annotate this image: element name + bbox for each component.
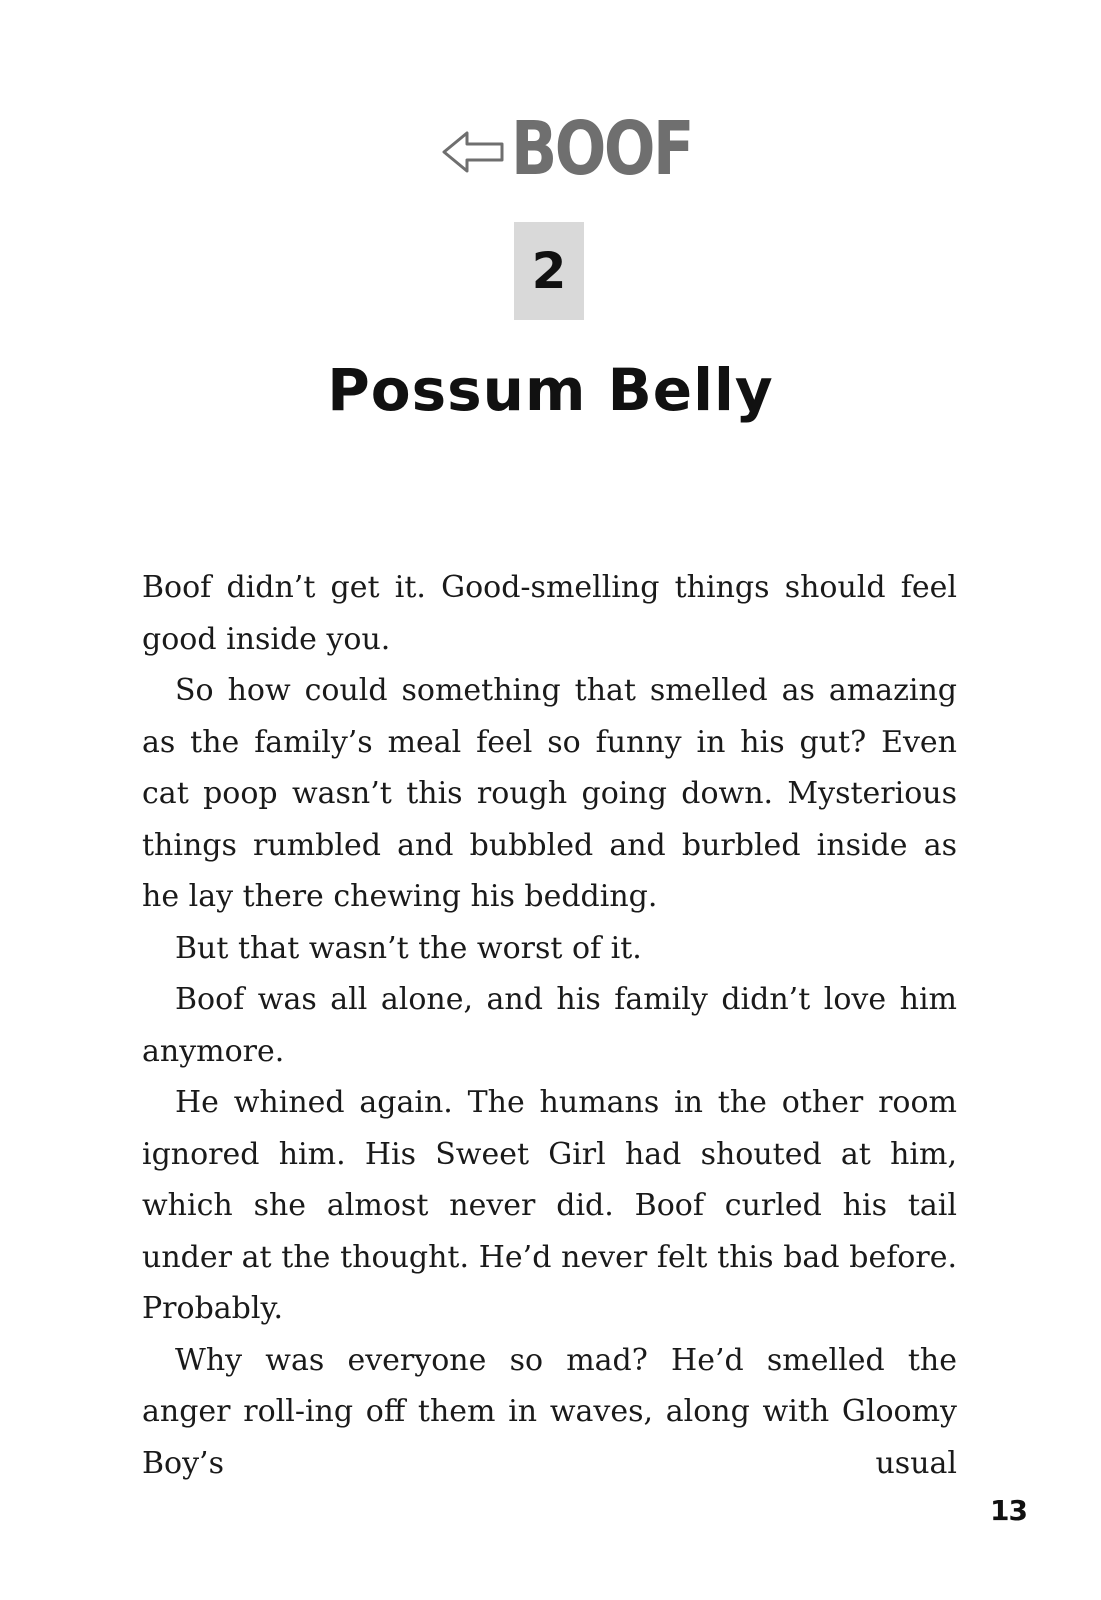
- page-number: 13: [990, 1494, 1027, 1527]
- chapter-body: [142, 562, 957, 1489]
- left-arrow-icon: [441, 130, 505, 174]
- paragraph: But that wasn’t the worst of it.: [175, 930, 642, 966]
- paragraph: He whined again. The humans in the other room ignored him. His Sweet Girl had shouted at him, which she almost never did. Boof curled his tail under at the thought. He’d never felt this bad before. Probably.: [142, 1085, 957, 1326]
- pov-character-name: BOOF: [510, 106, 692, 192]
- paragraph: Boof didn’t get it. Good-smelling things should feel good inside you.: [142, 570, 957, 657]
- chapter-pov-header: [0, 106, 1101, 192]
- chapter-number: 2: [531, 242, 567, 300]
- chapter-number-box: [514, 222, 584, 320]
- paragraph: Why was everyone so mad? He’d smelled the anger roll-ing off them in waves, along with Gloomy Boy’s usual: [142, 1342, 957, 1481]
- paragraph: So how could something that smelled as amazing as the family’s meal feel so funny in his gut? Even cat poop wasn’t this rough going down. Mysterious things rumbled and bubbled and burbled inside as he lay there chewing his bedding.: [142, 673, 957, 914]
- chapter-title: Possum Belly: [327, 356, 774, 424]
- paragraph: Boof was all alone, and his family didn’t love him anymore.: [142, 982, 957, 1069]
